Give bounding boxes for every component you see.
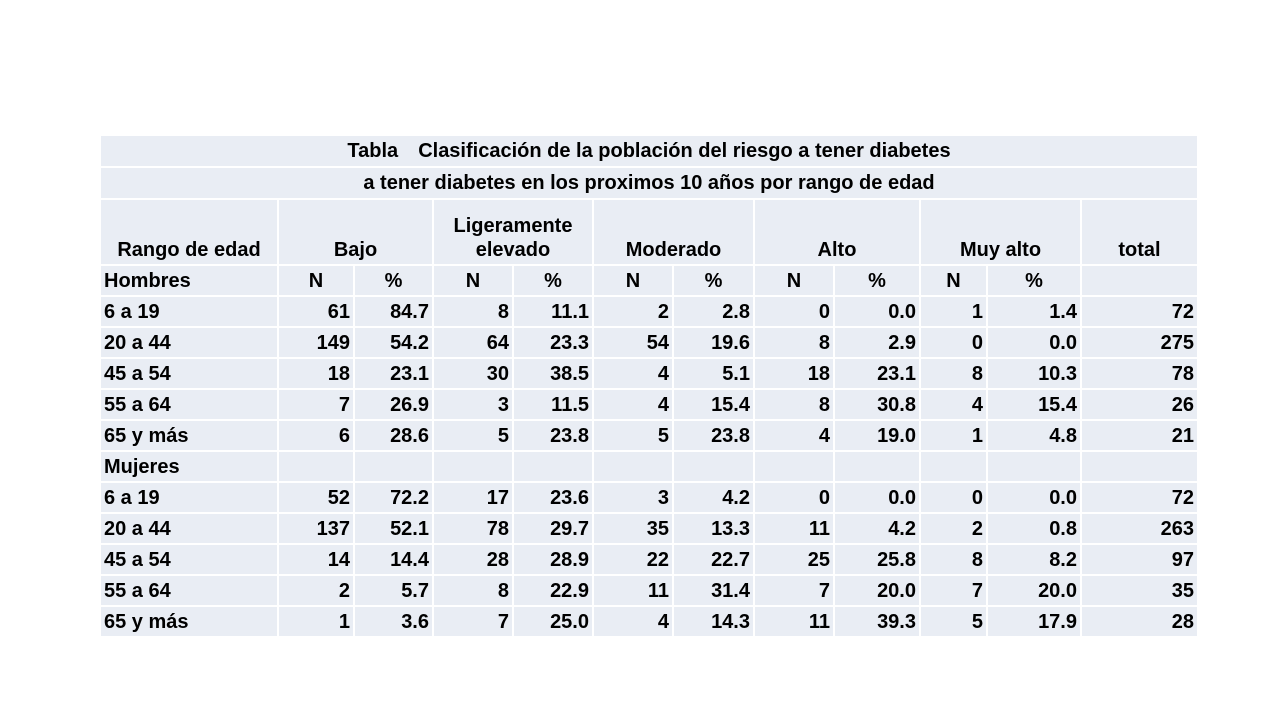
- cell-mod-n: 4: [593, 358, 673, 389]
- table-row: [100, 296, 1198, 327]
- cell-bajo-pct: 72.2: [354, 482, 433, 513]
- cell-alto-pct: 19.0: [834, 420, 920, 451]
- cell-lig-pct: 23.6: [513, 482, 593, 513]
- cell-lig-n: 28: [433, 544, 513, 575]
- title-row-1: [100, 135, 1198, 167]
- row-age-range: 20 a 44: [100, 513, 278, 544]
- table-row: [100, 389, 1198, 420]
- cell-alto-pct: 25.8: [834, 544, 920, 575]
- cell-bajo-n: 18: [278, 358, 354, 389]
- cell-alto-n: 4: [754, 420, 834, 451]
- cell-alto-n: 7: [754, 575, 834, 606]
- header-cell: %: [987, 265, 1081, 296]
- cell-lig-pct: 23.3: [513, 327, 593, 358]
- cell-lig-pct: 28.9: [513, 544, 593, 575]
- cell-mod-n: 22: [593, 544, 673, 575]
- header-cell: [673, 451, 754, 482]
- cell-lig-n: 3: [433, 389, 513, 420]
- cell-alto-n: 25: [754, 544, 834, 575]
- cell-lig-n: 17: [433, 482, 513, 513]
- cell-bajo-n: 7: [278, 389, 354, 420]
- header-bajo: Bajo: [278, 199, 433, 265]
- cell-mod-pct: 2.8: [673, 296, 754, 327]
- cell-lig-n: 64: [433, 327, 513, 358]
- cell-mod-pct: 19.6: [673, 327, 754, 358]
- cell-bajo-n: 149: [278, 327, 354, 358]
- cell-muy-pct: 8.2: [987, 544, 1081, 575]
- cell-muy-n: 7: [920, 575, 987, 606]
- cell-total: 72: [1081, 482, 1198, 513]
- cell-mod-n: 4: [593, 389, 673, 420]
- cell-lig-pct: 11.5: [513, 389, 593, 420]
- header-cell: %: [513, 265, 593, 296]
- cell-lig-n: 5: [433, 420, 513, 451]
- header-muy-alto: Muy alto: [920, 199, 1081, 265]
- row-age-range: 6 a 19: [100, 296, 278, 327]
- cell-bajo-n: 6: [278, 420, 354, 451]
- cell-lig-pct: 25.0: [513, 606, 593, 637]
- row-age-range: 45 a 54: [100, 544, 278, 575]
- header-cell: %: [673, 265, 754, 296]
- cell-lig-n: 7: [433, 606, 513, 637]
- cell-alto-pct: 4.2: [834, 513, 920, 544]
- cell-total: 275: [1081, 327, 1198, 358]
- header-cell: N: [920, 265, 987, 296]
- cell-alto-pct: 20.0: [834, 575, 920, 606]
- cell-muy-n: 2: [920, 513, 987, 544]
- cell-alto-pct: 30.8: [834, 389, 920, 420]
- cell-total: 35: [1081, 575, 1198, 606]
- cell-muy-n: 0: [920, 482, 987, 513]
- cell-alto-pct: 0.0: [834, 296, 920, 327]
- cell-mod-pct: 5.1: [673, 358, 754, 389]
- cell-total: 72: [1081, 296, 1198, 327]
- cell-bajo-pct: 52.1: [354, 513, 433, 544]
- cell-lig-pct: 22.9: [513, 575, 593, 606]
- cell-muy-pct: 10.3: [987, 358, 1081, 389]
- table-row: [100, 575, 1198, 606]
- cell-mod-n: 54: [593, 327, 673, 358]
- header-cell: %: [354, 265, 433, 296]
- cell-lig-n: 8: [433, 296, 513, 327]
- diabetes-risk-table: [99, 134, 1199, 638]
- cell-alto-pct: 2.9: [834, 327, 920, 358]
- title-text: Clasificación de la población del riesgo a tener diabetes: [418, 140, 951, 162]
- cell-muy-pct: 0.0: [987, 327, 1081, 358]
- cell-alto-n: 11: [754, 606, 834, 637]
- cell-alto-n: 11: [754, 513, 834, 544]
- hombres-label: Hombres: [100, 265, 278, 296]
- cell-total: 26: [1081, 389, 1198, 420]
- mujeres-label: Mujeres: [100, 451, 278, 482]
- cell-mod-n: 35: [593, 513, 673, 544]
- cell-bajo-pct: 14.4: [354, 544, 433, 575]
- cell-alto-n: 18: [754, 358, 834, 389]
- row-age-range: 6 a 19: [100, 482, 278, 513]
- cell-lig-pct: 23.8: [513, 420, 593, 451]
- header-ligeramente-elevado: Ligeramente elevado: [433, 199, 593, 265]
- header-cell: [593, 451, 673, 482]
- cell-muy-pct: 17.9: [987, 606, 1081, 637]
- table-row: [100, 482, 1198, 513]
- header-alto: Alto: [754, 199, 920, 265]
- cell-lig-pct: 38.5: [513, 358, 593, 389]
- cell-bajo-pct: 26.9: [354, 389, 433, 420]
- cell-bajo-n: 52: [278, 482, 354, 513]
- cell-total: 263: [1081, 513, 1198, 544]
- header-cell: [513, 451, 593, 482]
- cell-muy-pct: 20.0: [987, 575, 1081, 606]
- header-cell: N: [593, 265, 673, 296]
- cell-muy-n: 5: [920, 606, 987, 637]
- cell-mod-pct: 4.2: [673, 482, 754, 513]
- header-cell: N: [754, 265, 834, 296]
- header-total: total: [1081, 199, 1198, 265]
- cell-mod-pct: 13.3: [673, 513, 754, 544]
- table-row: [100, 358, 1198, 389]
- cell-bajo-pct: 5.7: [354, 575, 433, 606]
- cell-bajo-pct: 23.1: [354, 358, 433, 389]
- header-cell: [354, 451, 433, 482]
- cell-bajo-n: 61: [278, 296, 354, 327]
- cell-mod-n: 4: [593, 606, 673, 637]
- cell-bajo-pct: 28.6: [354, 420, 433, 451]
- cell-bajo-pct: 3.6: [354, 606, 433, 637]
- cell-muy-pct: 0.0: [987, 482, 1081, 513]
- cell-lig-n: 30: [433, 358, 513, 389]
- header-cell: N: [433, 265, 513, 296]
- cell-mod-n: 11: [593, 575, 673, 606]
- cell-alto-pct: 39.3: [834, 606, 920, 637]
- cell-mod-pct: 31.4: [673, 575, 754, 606]
- cell-muy-n: 0: [920, 327, 987, 358]
- row-age-range: 55 a 64: [100, 575, 278, 606]
- cell-muy-n: 4: [920, 389, 987, 420]
- cell-muy-pct: 1.4: [987, 296, 1081, 327]
- cell-bajo-n: 1: [278, 606, 354, 637]
- header-moderado: Moderado: [593, 199, 754, 265]
- cell-bajo-n: 14: [278, 544, 354, 575]
- cell-alto-pct: 0.0: [834, 482, 920, 513]
- row-age-range: 65 y más: [100, 420, 278, 451]
- row-age-range: 55 a 64: [100, 389, 278, 420]
- cell-bajo-pct: 54.2: [354, 327, 433, 358]
- cell-alto-pct: 23.1: [834, 358, 920, 389]
- cell-mod-pct: 22.7: [673, 544, 754, 575]
- hombres-header-row: [100, 265, 1198, 296]
- cell-muy-pct: 0.8: [987, 513, 1081, 544]
- cell-bajo-n: 137: [278, 513, 354, 544]
- cell-alto-n: 0: [754, 296, 834, 327]
- cell-mod-n: 5: [593, 420, 673, 451]
- header-cell: [834, 451, 920, 482]
- cell-muy-pct: 15.4: [987, 389, 1081, 420]
- header-cell: [278, 451, 354, 482]
- cell-lig-n: 78: [433, 513, 513, 544]
- cell-bajo-n: 2: [278, 575, 354, 606]
- table-row: [100, 544, 1198, 575]
- category-header-row: [100, 199, 1198, 265]
- header-cell: %: [834, 265, 920, 296]
- table-title: [100, 135, 1198, 167]
- cell-mod-pct: 15.4: [673, 389, 754, 420]
- table-row: [100, 513, 1198, 544]
- cell-mod-pct: 14.3: [673, 606, 754, 637]
- cell-alto-n: 8: [754, 389, 834, 420]
- cell-muy-n: 8: [920, 358, 987, 389]
- cell-muy-n: 8: [920, 544, 987, 575]
- cell-mod-n: 3: [593, 482, 673, 513]
- table-row: [100, 327, 1198, 358]
- cell-muy-n: 1: [920, 420, 987, 451]
- cell-total: 97: [1081, 544, 1198, 575]
- header-cell: N: [278, 265, 354, 296]
- title-prefix: Tabla: [347, 140, 399, 162]
- table-row: [100, 420, 1198, 451]
- title-row-2: [100, 167, 1198, 199]
- header-cell: [1081, 451, 1198, 482]
- cell-muy-n: 1: [920, 296, 987, 327]
- cell-total: 28: [1081, 606, 1198, 637]
- header-cell: [754, 451, 834, 482]
- table-subtitle: a tener diabetes en los proximos 10 años por rango de edad: [100, 167, 1198, 199]
- header-cell: [1081, 265, 1198, 296]
- header-cell: [433, 451, 513, 482]
- cell-alto-n: 8: [754, 327, 834, 358]
- cell-lig-pct: 11.1: [513, 296, 593, 327]
- cell-alto-n: 0: [754, 482, 834, 513]
- cell-muy-pct: 4.8: [987, 420, 1081, 451]
- header-cell: [920, 451, 987, 482]
- header-rango: Rango de edad: [100, 199, 278, 265]
- mujeres-header-row: [100, 451, 1198, 482]
- row-age-range: 45 a 54: [100, 358, 278, 389]
- cell-lig-pct: 29.7: [513, 513, 593, 544]
- table-row: [100, 606, 1198, 637]
- row-age-range: 65 y más: [100, 606, 278, 637]
- cell-total: 78: [1081, 358, 1198, 389]
- cell-mod-n: 2: [593, 296, 673, 327]
- row-age-range: 20 a 44: [100, 327, 278, 358]
- cell-lig-n: 8: [433, 575, 513, 606]
- header-cell: [987, 451, 1081, 482]
- cell-mod-pct: 23.8: [673, 420, 754, 451]
- cell-total: 21: [1081, 420, 1198, 451]
- cell-bajo-pct: 84.7: [354, 296, 433, 327]
